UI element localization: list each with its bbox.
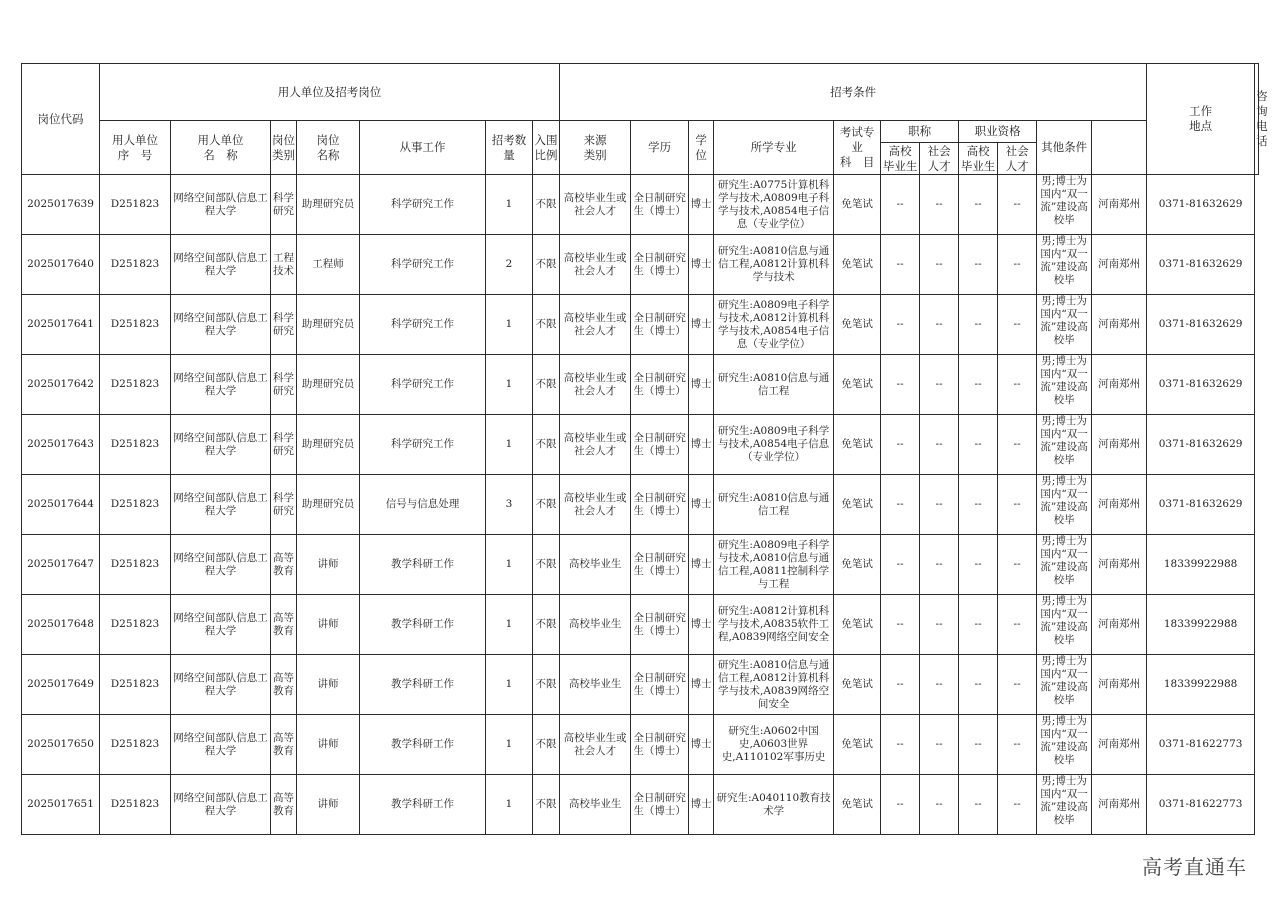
cell-title-grad: -- [881,295,920,355]
header-ratio: 入围 比例 [533,121,560,175]
header-title-social: 社会 人才 [920,143,959,175]
cell-work-place: 河南郑州 [1092,295,1147,355]
cell-title-social: -- [920,175,959,235]
cell-unit-name: 网络空间部队信息工程大学 [171,295,271,355]
cell-qual-grad: -- [959,535,998,595]
cell-code: 2025017644 [22,475,100,535]
cell-unit-no: D251823 [100,295,171,355]
cell-degree: 博士 [689,415,714,475]
cell-unit-no: D251823 [100,175,171,235]
cell-title-grad: -- [881,415,920,475]
cell-code: 2025017642 [22,355,100,415]
cell-other [1037,535,1092,595]
cell-phone: 0371-81632629 [1147,175,1255,235]
cell-unit-no: D251823 [100,535,171,595]
cell-exam: 免笔试 [834,595,881,655]
cell-other-text: 男;博士为国内“双一流”建设高校毕 [1040,475,1088,526]
cell-work: 科学研究工作 [360,415,486,475]
cell-unit-name: 网络空间部队信息工程大学 [171,175,271,235]
cell-unit-no: D251823 [100,715,171,775]
cell-code: 2025017650 [22,715,100,775]
cell-degree: 博士 [689,535,714,595]
cell-count: 1 [486,415,533,475]
cell-other [1037,355,1092,415]
cell-degree: 博士 [689,475,714,535]
cell-qual-grad: -- [959,355,998,415]
cell-phone: 0371-81632629 [1147,295,1255,355]
cell-other-text: 男;博士为国内“双一流”建设高校毕 [1040,595,1088,646]
cell-other-text: 男;博士为国内“双一流”建设高校毕 [1040,355,1088,406]
cell-count: 1 [486,715,533,775]
cell-qual-grad: -- [959,655,998,715]
cell-unit-name: 网络空间部队信息工程大学 [171,655,271,715]
cell-title-grad: -- [881,775,920,835]
cell-source: 高校毕业生或社会人才 [560,355,631,415]
cell-count: 1 [486,655,533,715]
cell-title-grad: -- [881,175,920,235]
cell-edu: 全日制研究生（博士） [631,475,689,535]
header-code: 岗位代码 [22,64,100,175]
cell-ratio: 不限 [533,775,560,835]
cell-unit-name: 网络空间部队信息工程大学 [171,775,271,835]
cell-major: 研究生:A0810信息与通信工程 [714,475,834,535]
cell-post-type: 高等教育 [271,775,297,835]
cell-major: 研究生:A0602中国史,A0603世界史,A110102军事历史 [714,715,834,775]
cell-ratio: 不限 [533,415,560,475]
cell-edu: 全日制研究生（博士） [631,535,689,595]
cell-major: 研究生:A0809电子科学与技术,A0812计算机科学与技术,A0854电子信息（专业学位） [714,295,834,355]
cell-ratio: 不限 [533,235,560,295]
header-title-grad: 高校 毕业生 [881,143,920,175]
cell-exam: 免笔试 [834,415,881,475]
cell-qual-social: -- [998,415,1037,475]
cell-ratio: 不限 [533,655,560,715]
cell-other-text: 男;博士为国内“双一流”建设高校毕 [1040,175,1088,226]
header-major: 所学专业 [714,121,834,175]
cell-unit-no: D251823 [100,475,171,535]
table-row [22,235,1259,295]
cell-phone: 18339922988 [1147,595,1255,655]
header-other: 其他条件 [1037,121,1092,175]
cell-exam: 免笔试 [834,175,881,235]
cell-unit-name: 网络空间部队信息工程大学 [171,595,271,655]
cell-exam: 免笔试 [834,475,881,535]
cell-count: 1 [486,175,533,235]
cell-exam: 免笔试 [834,235,881,295]
header-work: 从事工作 [360,121,486,175]
cell-post-type: 科学研究 [271,295,297,355]
cell-title-grad: -- [881,715,920,775]
table-row [22,715,1259,775]
table-row [22,295,1259,355]
cell-edu: 全日制研究生（博士） [631,775,689,835]
cell-count: 1 [486,355,533,415]
cell-post-type: 高等教育 [271,595,297,655]
cell-phone: 0371-81632629 [1147,475,1255,535]
cell-ratio: 不限 [533,595,560,655]
cell-exam: 免笔试 [834,715,881,775]
cell-work-place: 河南郑州 [1092,715,1147,775]
cell-work-place: 河南郑州 [1092,535,1147,595]
cell-qual-grad: -- [959,595,998,655]
cell-source: 高校毕业生或社会人才 [560,415,631,475]
cell-edu: 全日制研究生（博士） [631,175,689,235]
cell-work-place: 河南郑州 [1092,655,1147,715]
cell-qual-grad: -- [959,715,998,775]
cell-edu: 全日制研究生（博士） [631,715,689,775]
cell-count: 1 [486,295,533,355]
cell-work: 教学科研工作 [360,535,486,595]
cell-work: 信号与信息处理 [360,475,486,535]
header-qual-social: 社会 人才 [998,143,1037,175]
cell-post-type: 科学研究 [271,355,297,415]
cell-degree: 博士 [689,775,714,835]
cell-code: 2025017648 [22,595,100,655]
header-post-name: 岗位 名称 [297,121,360,175]
header-group-unit: 用人单位及招考岗位 [100,64,560,121]
cell-qual-grad: -- [959,295,998,355]
cell-major: 研究生:A0810信息与通信工程,A0812计算机科学与技术 [714,235,834,295]
cell-phone: 0371-81622773 [1147,775,1255,835]
cell-title-social: -- [920,235,959,295]
cell-edu: 全日制研究生（博士） [631,415,689,475]
cell-ratio: 不限 [533,535,560,595]
cell-post-name: 讲师 [297,535,360,595]
cell-qual-grad: -- [959,775,998,835]
cell-major: 研究生:A0810信息与通信工程 [714,355,834,415]
cell-post-name: 助理研究员 [297,355,360,415]
cell-major: 研究生:A0810信息与通信工程,A0812计算机科学与技术,A0839网络空间安全 [714,655,834,715]
cell-source: 高校毕业生或社会人才 [560,475,631,535]
cell-code: 2025017643 [22,415,100,475]
cell-title-grad: -- [881,475,920,535]
cell-unit-no: D251823 [100,775,171,835]
cell-qual-social: -- [998,475,1037,535]
cell-degree: 博士 [689,175,714,235]
cell-work-place: 河南郑州 [1092,355,1147,415]
header-post-type: 岗位 类别 [271,121,297,175]
cell-count: 3 [486,475,533,535]
cell-other-text: 男;博士为国内“双一流”建设高校毕 [1040,535,1088,586]
cell-qual-grad: -- [959,415,998,475]
cell-other [1037,475,1092,535]
cell-qual-grad: -- [959,175,998,235]
cell-edu: 全日制研究生（博士） [631,355,689,415]
cell-code: 2025017647 [22,535,100,595]
cell-work: 教学科研工作 [360,775,486,835]
cell-title-social: -- [920,775,959,835]
cell-qual-social: -- [998,295,1037,355]
cell-unit-name: 网络空间部队信息工程大学 [171,415,271,475]
cell-edu: 全日制研究生（博士） [631,655,689,715]
cell-title-grad: -- [881,355,920,415]
cell-code: 2025017641 [22,295,100,355]
cell-ratio: 不限 [533,355,560,415]
cell-work-place: 河南郑州 [1092,595,1147,655]
cell-major: 研究生:A0809电子科学与技术,A0810信息与通信工程,A0811控制科学与工程 [714,535,834,595]
header-unit-name: 用人单位 名 称 [171,121,271,175]
cell-source: 高校毕业生或社会人才 [560,295,631,355]
cell-source: 高校毕业生 [560,655,631,715]
cell-title-grad: -- [881,655,920,715]
cell-post-type: 科学研究 [271,475,297,535]
cell-ratio: 不限 [533,715,560,775]
cell-other [1037,655,1092,715]
cell-work-place: 河南郑州 [1092,415,1147,475]
cell-edu: 全日制研究生（博士） [631,295,689,355]
cell-ratio: 不限 [533,295,560,355]
cell-unit-no: D251823 [100,595,171,655]
cell-post-type: 高等教育 [271,535,297,595]
cell-qual-social: -- [998,655,1037,715]
cell-count: 2 [486,235,533,295]
cell-source: 高校毕业生或社会人才 [560,715,631,775]
table-row [22,475,1259,535]
cell-other [1037,235,1092,295]
cell-work-place: 河南郑州 [1092,475,1147,535]
cell-qual-social: -- [998,715,1037,775]
cell-exam: 免笔试 [834,655,881,715]
cell-work: 科学研究工作 [360,355,486,415]
cell-other [1037,595,1092,655]
cell-exam: 免笔试 [834,355,881,415]
cell-post-name: 助理研究员 [297,415,360,475]
cell-other [1037,715,1092,775]
cell-other [1037,415,1092,475]
cell-unit-no: D251823 [100,415,171,475]
cell-post-name: 讲师 [297,595,360,655]
cell-work-place: 河南郑州 [1092,175,1147,235]
cell-title-grad: -- [881,595,920,655]
header-degree: 学位 [689,121,714,175]
cell-qual-social: -- [998,175,1037,235]
table-row [22,355,1259,415]
cell-code: 2025017639 [22,175,100,235]
cell-unit-name: 网络空间部队信息工程大学 [171,535,271,595]
table-header [22,64,1268,175]
cell-other-text: 男;博士为国内“双一流”建设高校毕 [1040,655,1088,706]
watermark: 高考直通车 [1142,855,1247,879]
cell-degree: 博士 [689,355,714,415]
header-title-group: 职称 [881,121,959,143]
cell-source: 高校毕业生或社会人才 [560,175,631,235]
cell-exam: 免笔试 [834,775,881,835]
cell-post-name: 讲师 [297,775,360,835]
cell-post-name: 讲师 [297,655,360,715]
cell-other-text: 男;博士为国内“双一流”建设高校毕 [1040,295,1088,346]
cell-major: 研究生:A0809电子科学与技术,A0854电子信息（专业学位） [714,415,834,475]
cell-phone: 18339922988 [1147,655,1255,715]
cell-unit-name: 网络空间部队信息工程大学 [171,355,271,415]
cell-title-social: -- [920,355,959,415]
cell-post-type: 科学研究 [271,415,297,475]
cell-unit-name: 网络空间部队信息工程大学 [171,715,271,775]
cell-qual-social: -- [998,535,1037,595]
cell-post-type: 高等教育 [271,715,297,775]
cell-unit-name: 网络空间部队信息工程大学 [171,235,271,295]
cell-unit-no: D251823 [100,355,171,415]
table-row [22,535,1259,595]
cell-degree: 博士 [689,295,714,355]
cell-title-grad: -- [881,535,920,595]
header-qual-grad: 高校 毕业生 [959,143,998,175]
cell-work: 教学科研工作 [360,655,486,715]
cell-post-type: 高等教育 [271,655,297,715]
cell-work: 教学科研工作 [360,715,486,775]
cell-phone: 0371-81622773 [1147,715,1255,775]
cell-phone: 0371-81632629 [1147,235,1255,295]
cell-other [1037,775,1092,835]
cell-qual-social: -- [998,595,1037,655]
cell-post-name: 助理研究员 [297,175,360,235]
cell-title-social: -- [920,715,959,775]
cell-work-place: 河南郑州 [1092,235,1147,295]
header-edu: 学历 [631,121,689,175]
cell-other-text: 男;博士为国内“双一流”建设高校毕 [1040,235,1088,286]
cell-qual-social: -- [998,775,1037,835]
header-source: 来源 类别 [560,121,631,175]
cell-source: 高校毕业生或社会人才 [560,235,631,295]
cell-unit-name: 网络空间部队信息工程大学 [171,475,271,535]
cell-count: 1 [486,775,533,835]
cell-title-social: -- [920,475,959,535]
cell-post-name: 工程师 [297,235,360,295]
cell-source: 高校毕业生 [560,775,631,835]
header-exam: 考试专业 科 目 [834,121,881,175]
cell-post-name: 助理研究员 [297,295,360,355]
cell-work: 教学科研工作 [360,595,486,655]
cell-work: 科学研究工作 [360,175,486,235]
cell-ratio: 不限 [533,475,560,535]
cell-exam: 免笔试 [834,535,881,595]
cell-exam: 免笔试 [834,295,881,355]
header-group-conditions: 招考条件 [560,64,1147,121]
header-count: 招考数量 [486,121,533,175]
cell-other-text: 男;博士为国内“双一流”建设高校毕 [1040,415,1088,466]
table-body [22,175,1259,835]
cell-title-social: -- [920,415,959,475]
cell-post-type: 工程技术 [271,235,297,295]
cell-phone: 18339922988 [1147,535,1255,595]
cell-qual-grad: -- [959,235,998,295]
cell-unit-no: D251823 [100,655,171,715]
cell-other [1037,175,1092,235]
cell-degree: 博士 [689,595,714,655]
cell-other-text: 男;博士为国内“双一流”建设高校毕 [1040,775,1088,826]
cell-qual-social: -- [998,355,1037,415]
cell-source: 高校毕业生 [560,535,631,595]
cell-degree: 博士 [689,655,714,715]
cell-code: 2025017649 [22,655,100,715]
cell-post-type: 科学研究 [271,175,297,235]
cell-phone: 0371-81632629 [1147,415,1255,475]
cell-ratio: 不限 [533,175,560,235]
cell-title-social: -- [920,595,959,655]
cell-count: 1 [486,535,533,595]
cell-code: 2025017640 [22,235,100,295]
cell-phone: 0371-81632629 [1147,355,1255,415]
cell-degree: 博士 [689,715,714,775]
cell-major: 研究生:A0812计算机科学与技术,A0835软件工程,A0839网络空间安全 [714,595,834,655]
cell-qual-grad: -- [959,475,998,535]
cell-other [1037,295,1092,355]
cell-title-social: -- [920,535,959,595]
header-qual-group: 职业资格 [959,121,1037,143]
table-row [22,655,1259,715]
header-phone: 咨询电话 [1255,64,1259,175]
cell-work-place: 河南郑州 [1092,775,1147,835]
cell-degree: 博士 [689,235,714,295]
cell-work: 科学研究工作 [360,295,486,355]
cell-other-text: 男;博士为国内“双一流”建设高校毕 [1040,715,1088,766]
cell-edu: 全日制研究生（博士） [631,235,689,295]
cell-title-social: -- [920,655,959,715]
recruitment-table [21,63,1268,835]
cell-qual-social: -- [998,235,1037,295]
header-unit-no: 用人单位 序 号 [100,121,171,175]
table-row [22,175,1259,235]
cell-code: 2025017651 [22,775,100,835]
cell-title-grad: -- [881,235,920,295]
cell-unit-no: D251823 [100,235,171,295]
cell-work: 科学研究工作 [360,235,486,295]
cell-title-social: -- [920,295,959,355]
header-work-place: 工作 地点 [1147,64,1255,175]
cell-post-name: 助理研究员 [297,475,360,535]
cell-major: 研究生:A0775计算机科学与技术,A0809电子科学与技术,A0854电子信息（专业学位） [714,175,834,235]
cell-major: 研究生:A040110教育技术学 [714,775,834,835]
table-row [22,775,1259,835]
cell-edu: 全日制研究生（博士） [631,595,689,655]
table-row [22,415,1259,475]
table-row [22,595,1259,655]
cell-count: 1 [486,595,533,655]
cell-source: 高校毕业生 [560,595,631,655]
cell-post-name: 讲师 [297,715,360,775]
